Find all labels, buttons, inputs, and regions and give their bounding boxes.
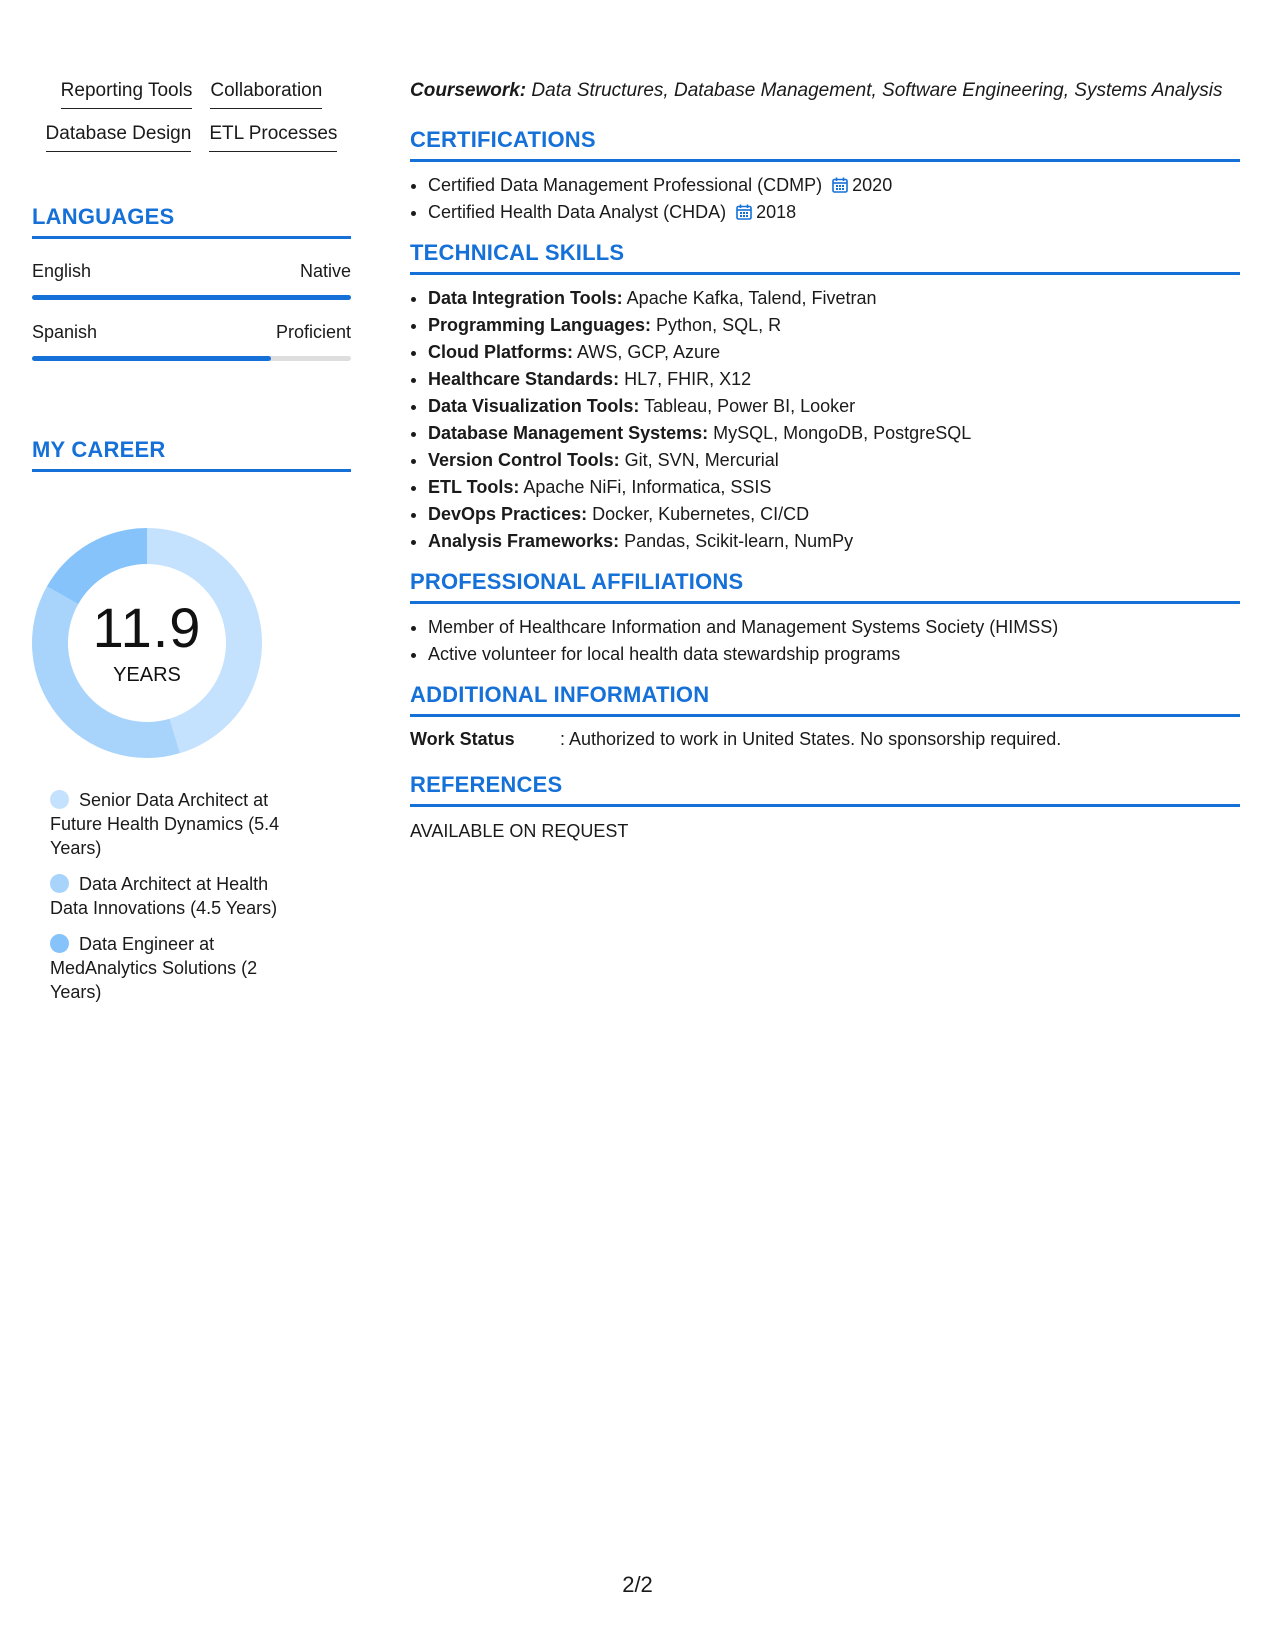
certification-year: 2020 bbox=[852, 175, 893, 195]
work-status-row bbox=[410, 729, 1240, 750]
skill-tags bbox=[32, 80, 351, 152]
references-text: AVAILABLE ON REQUEST bbox=[410, 821, 629, 841]
skill-value: Git, SVN, Mercurial bbox=[619, 450, 779, 470]
skill-item bbox=[428, 420, 1240, 447]
skill-tag: Reporting Tools bbox=[61, 80, 193, 109]
certification-name: Certified Data Management Professional (CDMP) bbox=[428, 175, 823, 195]
skill-label: ETL Tools: bbox=[428, 477, 520, 497]
affiliations-title: PROFESSIONAL AFFILIATIONS bbox=[410, 569, 1240, 604]
career-section bbox=[32, 437, 351, 472]
skill-item bbox=[428, 366, 1240, 393]
affiliation-item: • Member of Healthcare Information and Management Systems Society (HIMSS) bbox=[428, 614, 1240, 641]
skill-item bbox=[428, 393, 1240, 420]
references-title: REFERENCES bbox=[410, 772, 1240, 807]
certification-name: Certified Health Data Analyst (CHDA) bbox=[428, 202, 727, 222]
skill-item bbox=[428, 474, 1240, 501]
legend-dot-icon bbox=[50, 874, 69, 893]
skill-label: Database Management Systems: bbox=[428, 423, 709, 443]
work-status-value: : Authorized to work in United States. No sponsorship required. bbox=[560, 729, 1062, 749]
career-legend-item bbox=[50, 788, 300, 860]
skill-label: Cloud Platforms: bbox=[428, 342, 574, 362]
certification-year: 2018 bbox=[756, 202, 797, 222]
legend-dot-icon bbox=[50, 934, 69, 953]
skill-value: Pandas, Scikit-learn, NumPy bbox=[619, 531, 854, 551]
work-status-label: Work Status bbox=[410, 729, 515, 749]
affiliation-item: • Active volunteer for local health data stewardship programs bbox=[428, 641, 1240, 668]
career-role-label: Senior Data Architect at Future Health Dynamics (5.4 Years) bbox=[50, 790, 280, 858]
language-item bbox=[32, 322, 351, 361]
certifications-section bbox=[410, 127, 1240, 226]
legend-dot-icon bbox=[50, 790, 69, 809]
skill-tag: Collaboration bbox=[210, 80, 322, 109]
coursework-label: Coursework: bbox=[410, 80, 527, 101]
career-legend bbox=[50, 788, 300, 1016]
skill-tag: Database Design bbox=[46, 123, 192, 152]
skill-label: Programming Languages: bbox=[428, 315, 652, 335]
skill-value: Docker, Kubernetes, CI/CD bbox=[587, 504, 810, 524]
language-level: Native bbox=[299, 260, 351, 281]
references-section bbox=[410, 772, 1240, 842]
languages-section bbox=[32, 204, 351, 361]
skill-item bbox=[428, 447, 1240, 474]
career-legend-item bbox=[50, 872, 300, 920]
skill-item bbox=[428, 339, 1240, 366]
career-title: MY CAREER bbox=[32, 437, 351, 472]
language-bar-fill bbox=[32, 295, 351, 300]
skill-value: Tableau, Power BI, Looker bbox=[639, 396, 856, 416]
skill-label: Data Integration Tools: bbox=[428, 288, 623, 308]
skill-value: Apache NiFi, Informatica, SSIS bbox=[519, 477, 772, 497]
skill-item bbox=[428, 312, 1240, 339]
page-number: 2/2 bbox=[622, 1572, 653, 1597]
career-role-label: Data Engineer at MedAnalytics Solutions (2 Years) bbox=[50, 934, 258, 1002]
skill-tag: ETL Processes bbox=[209, 123, 337, 152]
language-name: English bbox=[32, 260, 92, 281]
coursework-text: Data Structures, Database Management, Software Engineering, Systems Analysis bbox=[526, 80, 1223, 101]
coursework bbox=[410, 78, 1240, 103]
skill-value: MySQL, MongoDB, PostgreSQL bbox=[708, 423, 972, 443]
career-total-value: 11.9 bbox=[92, 595, 202, 659]
career-legend-item bbox=[50, 932, 300, 1004]
additional-info-section bbox=[410, 682, 1240, 750]
career-total-unit: YEARS bbox=[113, 663, 181, 686]
calendar-icon bbox=[832, 177, 848, 193]
skill-item bbox=[428, 285, 1240, 312]
skill-label: DevOps Practices: bbox=[428, 504, 588, 524]
language-name: Spanish bbox=[32, 321, 98, 342]
certifications-title: CERTIFICATIONS bbox=[410, 127, 1240, 162]
calendar-icon bbox=[736, 204, 752, 220]
skill-label: Version Control Tools: bbox=[428, 450, 620, 470]
certification-item bbox=[428, 199, 1240, 226]
right-column bbox=[410, 78, 1240, 856]
skill-value: Python, SQL, R bbox=[651, 315, 782, 335]
skill-label: Healthcare Standards: bbox=[428, 369, 620, 389]
technical-skills-title: TECHNICAL SKILLS bbox=[410, 240, 1240, 275]
career-role-label: Data Architect at Health Data Innovations (4.5 Years) bbox=[50, 874, 278, 918]
language-bar-fill bbox=[32, 356, 271, 361]
skill-label: Data Visualization Tools: bbox=[428, 396, 640, 416]
left-column bbox=[32, 80, 351, 472]
affiliations-list bbox=[410, 614, 1240, 668]
skill-item bbox=[428, 528, 1240, 555]
skill-value: Apache Kafka, Talend, Fivetran bbox=[622, 288, 877, 308]
languages-title: LANGUAGES bbox=[32, 204, 351, 239]
language-bar bbox=[32, 356, 351, 361]
technical-skills-list bbox=[410, 285, 1240, 555]
career-donut-chart bbox=[32, 528, 262, 758]
language-level: Proficient bbox=[275, 321, 351, 342]
skill-label: Analysis Frameworks: bbox=[428, 531, 620, 551]
skill-value: AWS, GCP, Azure bbox=[573, 342, 721, 362]
certification-item bbox=[428, 172, 1240, 199]
language-bar bbox=[32, 295, 351, 300]
certifications-list bbox=[410, 172, 1240, 226]
technical-skills-section bbox=[410, 240, 1240, 555]
affiliations-section bbox=[410, 569, 1240, 668]
skill-item bbox=[428, 501, 1240, 528]
language-item bbox=[32, 261, 351, 300]
skill-value: HL7, FHIR, X12 bbox=[619, 369, 752, 389]
additional-info-title: ADDITIONAL INFORMATION bbox=[410, 682, 1240, 717]
